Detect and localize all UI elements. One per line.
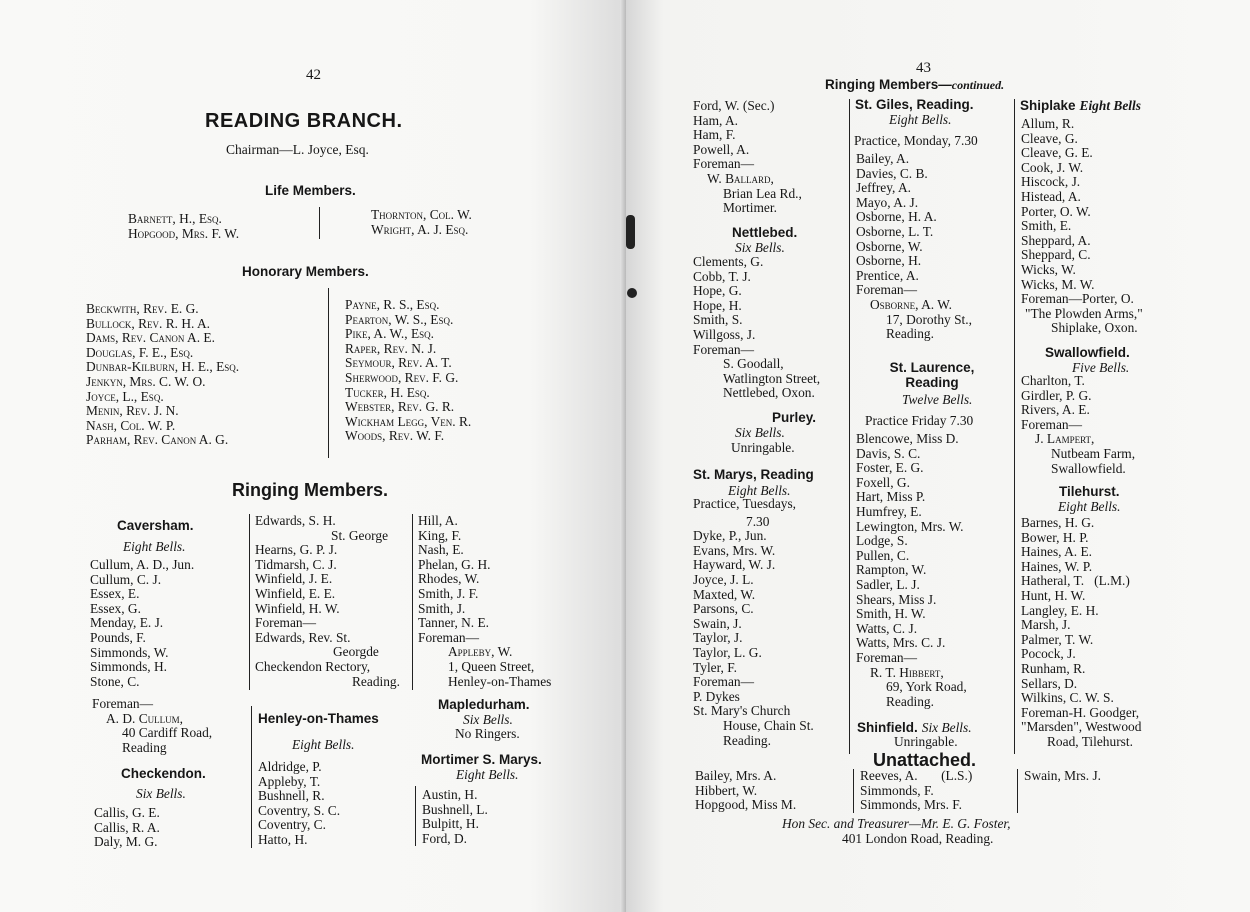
list-item: Histead, A.	[1021, 188, 1081, 204]
list-item: Woods, Rev. W. F.	[345, 428, 445, 444]
list-item: Bailey, Mrs. A.	[695, 768, 777, 783]
henley-continued	[418, 514, 551, 689]
caversham-heading: Caversham.	[117, 518, 194, 533]
st-giles-members	[856, 152, 972, 342]
list-item: Joyce, J. L.	[693, 571, 754, 587]
list-item: Runham, R.	[1021, 660, 1086, 676]
life-members-heading: Life Members.	[265, 183, 356, 198]
caversham-bells: Eight Bells.	[123, 539, 186, 554]
divider	[1017, 769, 1018, 813]
continued-title: Ringing Members—	[825, 77, 952, 92]
list-item: Austin, H.	[422, 787, 478, 802]
list-item: Bower, H. P.	[1021, 529, 1089, 545]
shinfield-note: Unringable.	[894, 734, 958, 749]
list-item: J. Lampert,	[1035, 431, 1095, 447]
divider	[415, 786, 416, 846]
list-item: Reeves, A. (L.S.)	[860, 768, 973, 783]
purley-note: Unringable.	[731, 440, 795, 455]
list-item: Girdler, P. G.	[1021, 387, 1092, 403]
list-item: Cobb, T. J.	[693, 268, 751, 284]
mortimer-continued	[693, 99, 802, 216]
list-item: Foreman—Porter, O.	[1021, 291, 1134, 307]
list-item: S. Goodall,	[723, 356, 784, 372]
honorary-members-heading: Honorary Members.	[242, 264, 369, 279]
list-item: Watts, Mrs. C. J.	[856, 635, 946, 651]
list-item: 69, York Road,	[886, 679, 967, 695]
list-item: Smith, J.	[418, 600, 466, 616]
hon-sec-address: 401 London Road, Reading.	[842, 831, 994, 846]
caversham-foreman	[92, 697, 212, 755]
henley-bells: Eight Bells.	[292, 737, 355, 752]
swallowfield-heading: Swallowfield.	[1045, 345, 1130, 360]
chairman-line: Chairman—L. Joyce, Esq.	[226, 142, 369, 157]
list-item: Davis, S. C.	[856, 445, 921, 461]
list-item: Coventry, C.	[258, 817, 326, 833]
list-item: Winfield, E. E.	[255, 585, 336, 601]
list-item: Aldridge, P.	[258, 759, 322, 774]
list-item: Simmonds, F.	[860, 782, 934, 798]
list-item: Webster, Rev. G. R.	[345, 399, 455, 415]
st-laurence-bells: Twelve Bells.	[902, 392, 973, 407]
list-item: 1, Queen Street,	[448, 658, 535, 674]
list-item: Callis, G. E.	[94, 805, 160, 820]
divider	[319, 207, 320, 239]
list-item: Dunbar-Kilburn, H. E., Esq.	[86, 359, 240, 375]
list-item: Foreman—	[255, 615, 316, 631]
list-item: Smith, H. W.	[856, 606, 926, 622]
list-item: Simmonds, H.	[90, 659, 168, 675]
list-item: Pike, A. W., Esq.	[345, 326, 435, 342]
unattached-col2	[860, 769, 972, 813]
list-item: Osborne, W.	[856, 238, 923, 254]
list-item: Payne, R. S., Esq.	[345, 297, 440, 312]
list-item: Winfield, H. W.	[255, 600, 340, 616]
list-item: Road, Tilehurst.	[1047, 733, 1133, 749]
checkendon-bells: Six Bells.	[136, 786, 186, 801]
list-item: Wilkins, C. W. S.	[1021, 690, 1114, 706]
list-item: Prentice, A.	[856, 267, 919, 283]
list-item: Hiscock, J.	[1021, 174, 1081, 190]
list-item: Reading.	[352, 673, 400, 689]
list-item: Wright, A. J. Esq.	[371, 221, 469, 237]
list-item: Mortimer.	[723, 200, 777, 216]
list-item: Foreman—	[1021, 416, 1082, 432]
list-item: Ford, D.	[422, 830, 468, 846]
list-item: Callis, R. A.	[94, 819, 160, 835]
list-item: Osborne, A. W.	[870, 296, 953, 312]
list-item: Smith, E.	[1021, 218, 1072, 234]
list-item: R. T. Hibbert,	[870, 664, 944, 680]
st-laurence-heading-line2: Reading	[905, 375, 959, 390]
list-item: Georgde	[333, 644, 379, 660]
list-item: Swain, J.	[693, 615, 742, 631]
list-item: Raper, Rev. N. J.	[345, 340, 437, 356]
list-item: Hopgood, Miss M.	[695, 797, 797, 813]
list-item: Dams, Rev. Canon A. E.	[86, 330, 215, 346]
list-item: Beckwith, Rev. E. G.	[86, 301, 199, 316]
list-item: 7.30	[746, 513, 770, 529]
list-item: Douglas, F. E., Esq.	[86, 344, 194, 360]
list-item: Pocock, J.	[1021, 646, 1076, 662]
list-item: Cook, J. W.	[1021, 159, 1084, 175]
divider	[853, 769, 854, 813]
list-item: Reading.	[886, 693, 934, 709]
list-item: Taylor, J.	[693, 630, 743, 646]
list-item: House, Chain St.	[723, 717, 814, 733]
list-item: St. Mary's Church	[693, 703, 791, 719]
ink-blot	[626, 215, 635, 249]
checkendon-members	[94, 806, 160, 850]
list-item: Pearton, W. S., Esq.	[345, 311, 454, 327]
list-item: Nash, E.	[418, 542, 464, 558]
shiplake-heading: Shiplake	[1020, 98, 1076, 113]
st-laurence-heading	[854, 360, 1010, 390]
ink-blot	[627, 288, 637, 298]
list-item: Coventry, S. C.	[258, 802, 341, 818]
mapledurham-note: No Ringers.	[455, 726, 520, 741]
list-item: Osborne, L. T.	[856, 223, 934, 239]
swallowfield-members	[1021, 374, 1135, 476]
list-item: Humfrey, E.	[856, 503, 922, 519]
list-item: A. D. Cullum,	[106, 710, 184, 726]
list-item: Porter, O. W.	[1021, 203, 1091, 219]
list-item: Reading	[122, 739, 167, 755]
list-item: Charlton, T.	[1021, 373, 1085, 388]
st-laurence-heading-line1: St. Laurence,	[889, 360, 975, 375]
list-item: Clements, G.	[693, 254, 764, 269]
purley-heading: Purley.	[772, 410, 817, 425]
list-item: Foreman—	[693, 674, 754, 690]
list-item: Barnes, H. G.	[1021, 515, 1095, 530]
list-item: Bulpitt, H.	[422, 816, 479, 832]
list-item: Cleave, G. E.	[1021, 145, 1093, 161]
unattached-heading: Unattached.	[873, 750, 977, 770]
list-item: Swain, Mrs. J.	[1024, 768, 1102, 783]
st-marys-heading: St. Marys, Reading	[693, 467, 814, 482]
list-item: Hibbert, W.	[695, 782, 758, 798]
list-item: P. Dykes	[693, 688, 740, 704]
list-item: Rivers, A. E.	[1021, 402, 1090, 418]
list-item: Smith, J. F.	[418, 585, 479, 601]
mortimer-heading: Mortimer S. Marys.	[421, 752, 542, 767]
list-item: Shears, Miss J.	[856, 591, 937, 607]
list-item: Rampton, W.	[856, 562, 927, 578]
list-item: Hart, Miss P.	[856, 489, 926, 505]
list-item: Daly, M. G.	[94, 834, 158, 850]
list-item: Foreman—	[418, 629, 479, 645]
list-item: Powell, A.	[693, 141, 750, 157]
tilehurst-bells: Eight Bells.	[1058, 499, 1121, 514]
tilehurst-heading: Tilehurst.	[1059, 484, 1120, 499]
list-item: Menday, E. J.	[90, 615, 164, 631]
list-item: Edwards, Rev. St.	[255, 629, 351, 645]
list-item: Palmer, T. W.	[1021, 631, 1094, 647]
list-item: Cullum, C. J.	[90, 571, 162, 587]
list-item: Nash, Col. W. P.	[86, 417, 176, 433]
list-item: Reading.	[886, 326, 934, 342]
mapledurham-bells: Six Bells.	[463, 712, 513, 727]
ringing-members-heading: Ringing Members.	[232, 480, 389, 500]
list-item: Seymour, Rev. A. T.	[345, 355, 452, 371]
list-item: Wicks, W.	[1021, 261, 1076, 277]
list-item: Sheppard, A.	[1021, 232, 1091, 248]
list-item: Tyler, F.	[693, 659, 737, 675]
list-item: Swallowfield.	[1051, 460, 1126, 476]
list-item: Bushnell, L.	[422, 801, 488, 817]
list-item: Winfield, J. E.	[255, 571, 333, 587]
divider	[849, 99, 850, 754]
list-item: Watts, C. J.	[856, 620, 918, 636]
list-item: Parsons, C.	[693, 601, 754, 617]
list-item: Jenkyn, Mrs. C. W. O.	[86, 373, 206, 389]
mortimer-bells: Eight Bells.	[456, 767, 519, 782]
page-number: 43	[916, 60, 931, 76]
life-members-col1	[128, 212, 239, 241]
list-item: Watlington Street,	[723, 370, 821, 386]
list-item: Allum, R.	[1021, 116, 1075, 131]
list-item: Joyce, L., Esq.	[86, 388, 164, 404]
divider	[249, 514, 250, 690]
list-item: Langley, E. H.	[1021, 602, 1099, 618]
nettlebed-bells: Six Bells.	[735, 240, 785, 255]
list-item: King, F.	[418, 527, 462, 543]
list-item: Ham, F.	[693, 127, 736, 143]
list-item: Foreman—	[856, 649, 917, 665]
shiplake-members	[1021, 117, 1143, 336]
list-item: Dyke, P., Jun.	[693, 528, 767, 544]
continued-heading	[825, 77, 1004, 93]
list-item: "Marsden", Westwood	[1021, 719, 1142, 735]
list-item: Foster, E. G.	[856, 460, 924, 476]
list-item: W. Ballard,	[707, 170, 774, 186]
continued-suffix: continued.	[951, 78, 1005, 92]
purley-bells: Six Bells.	[735, 425, 785, 440]
list-item: St. George	[331, 527, 389, 543]
list-item: Taylor, L. G.	[693, 644, 762, 660]
list-item: Wicks, M. W.	[1021, 276, 1095, 292]
list-item: Parham, Rev. Canon A. G.	[86, 432, 229, 448]
list-item: Foxell, G.	[856, 474, 910, 490]
list-item: Nutbeam Farm,	[1051, 445, 1136, 461]
hon-sec-line: Hon Sec. and Treasurer—Mr. E. G. Foster,	[782, 816, 1011, 831]
list-item: Sheppard, C.	[1021, 247, 1091, 263]
list-item: Essex, G.	[90, 600, 141, 616]
list-item: Pounds, F.	[90, 629, 146, 645]
list-item: Appleby, W.	[448, 644, 513, 660]
life-members-col2	[371, 208, 472, 237]
list-item: Bullock, Rev. R. H. A.	[86, 315, 211, 331]
list-item: Tanner, N. E.	[418, 615, 490, 631]
caversham-continued	[255, 514, 400, 689]
st-marys-members	[693, 497, 814, 748]
st-marys-bells: Eight Bells.	[728, 483, 791, 498]
list-item: Thornton, Col. W.	[371, 207, 472, 222]
list-item: Marsh, J.	[1021, 617, 1071, 633]
right-page	[626, 0, 1250, 912]
list-item: Ford, W. (Sec.)	[693, 98, 775, 113]
list-item: Hatto, H.	[258, 831, 308, 847]
list-item: Nettlebed, Oxon.	[723, 385, 815, 401]
list-item: Osborne, H. A.	[856, 209, 937, 225]
list-item: Essex, E.	[90, 586, 140, 602]
list-item: Brian Lea Rd.,	[723, 185, 802, 201]
list-item: Stone, C.	[90, 673, 140, 689]
list-item: Lewington, Mrs. W.	[856, 518, 964, 534]
list-item: Cleave, G.	[1021, 130, 1078, 146]
shiplake-heading-line	[1020, 97, 1141, 115]
list-item: Practice, Tuesdays,	[693, 496, 797, 511]
honorary-members-col1	[86, 302, 239, 448]
honorary-members-col2	[345, 298, 471, 444]
nettlebed-members	[693, 255, 820, 401]
list-item: Haines, A. E.	[1021, 544, 1093, 560]
list-item: Shiplake, Oxon.	[1051, 320, 1138, 336]
divider	[328, 288, 329, 458]
st-giles-bells: Eight Bells.	[889, 112, 952, 127]
list-item: Smith, S.	[693, 312, 743, 328]
list-item: Rhodes, W.	[418, 571, 480, 587]
list-item: Foreman—	[856, 282, 917, 298]
tilehurst-members	[1021, 516, 1141, 750]
list-item: "The Plowden Arms,"	[1025, 305, 1143, 321]
list-item: Maxted, W.	[693, 586, 756, 602]
list-item: Barnett, H., Esq.	[128, 211, 222, 226]
divider	[412, 514, 413, 690]
list-item: Lodge, S.	[856, 533, 908, 549]
nettlebed-heading: Nettlebed.	[732, 225, 798, 240]
list-item: Blencowe, Miss D.	[856, 431, 959, 446]
page-number: 42	[306, 67, 321, 83]
list-item: Evans, Mrs. W.	[693, 542, 776, 558]
list-item: Bailey, A.	[856, 151, 910, 166]
list-item: Bushnell, R.	[258, 788, 325, 804]
mapledurham-heading: Mapledurham.	[438, 697, 530, 712]
caversham-members	[90, 558, 194, 689]
shinfield-bells: Six Bells.	[921, 720, 972, 735]
list-item: Davies, C. B.	[856, 165, 928, 181]
list-item: Hopgood, Mrs. F. W.	[128, 225, 240, 241]
list-item: Simmonds, W.	[90, 644, 169, 660]
mortimer-members	[422, 788, 488, 846]
list-item: Hill, A.	[418, 513, 458, 528]
list-item: Henley-on-Thames	[448, 673, 552, 689]
list-item: Tidmarsh, C. J.	[255, 556, 337, 572]
list-item: Hayward, W. J.	[693, 557, 776, 573]
list-item: Foreman—	[693, 156, 754, 172]
list-item: Foreman-H. Goodger,	[1021, 704, 1140, 720]
checkendon-heading: Checkendon.	[121, 766, 206, 781]
list-item: Pullen, C.	[856, 547, 910, 563]
list-item: Sherwood, Rev. F. G.	[345, 369, 459, 385]
divider	[1014, 99, 1015, 754]
st-giles-heading: St. Giles, Reading.	[855, 97, 974, 112]
list-item: Appleby, T.	[258, 773, 321, 789]
list-item: Mayo, A. J.	[856, 194, 919, 210]
list-item: Ham, A.	[693, 112, 739, 128]
swallowfield-bells: Five Bells.	[1072, 360, 1130, 375]
list-item: Willgoss, J.	[693, 326, 756, 342]
shinfield-heading: Shinfield.	[857, 720, 918, 735]
list-item: Simmonds, Mrs. F.	[860, 797, 962, 813]
shiplake-bells: Eight Bells	[1079, 98, 1141, 113]
list-item: Hatheral, T. (L.M.)	[1021, 573, 1130, 589]
unattached-col1	[695, 769, 796, 813]
list-item: Jeffrey, A.	[856, 180, 912, 196]
list-item: Hearns, G. P. J.	[255, 542, 338, 558]
left-page	[0, 0, 624, 912]
list-item: Foreman—	[92, 696, 153, 711]
list-item: Checkendon Rectory,	[255, 658, 371, 674]
list-item: Phelan, G. H.	[418, 556, 491, 572]
henley-members	[258, 760, 340, 848]
list-item: Osborne, H.	[856, 253, 922, 269]
list-item: 17, Dorothy St.,	[886, 311, 972, 327]
st-giles-practice: Practice, Monday, 7.30	[854, 133, 978, 148]
list-item: Reading.	[723, 732, 771, 748]
list-item: Hunt, H. W.	[1021, 587, 1086, 603]
list-item: Hope, G.	[693, 283, 742, 299]
divider	[251, 706, 252, 848]
list-item: Sellars, D.	[1021, 675, 1078, 691]
list-item: Wickham Legg, Ven. R.	[345, 413, 472, 429]
list-item: Edwards, S. H.	[255, 513, 336, 528]
unattached-col3	[1024, 769, 1101, 784]
list-item: Haines, W. P.	[1021, 558, 1093, 574]
list-item: 40 Cardiff Road,	[122, 725, 213, 741]
list-item: Menin, Rev. J. N.	[86, 403, 179, 419]
list-item: Tucker, H. Esq.	[345, 384, 430, 400]
list-item: Sadler, L. J.	[856, 576, 920, 592]
branch-title: READING BRANCH.	[205, 110, 403, 132]
list-item: Cullum, A. D., Jun.	[90, 557, 195, 572]
list-item: Foreman—	[693, 341, 754, 357]
st-laurence-members	[856, 432, 967, 709]
list-item: Hope, H.	[693, 297, 742, 313]
st-laurence-practice: Practice Friday 7.30	[865, 413, 974, 428]
henley-heading: Henley-on-Thames	[258, 711, 379, 726]
